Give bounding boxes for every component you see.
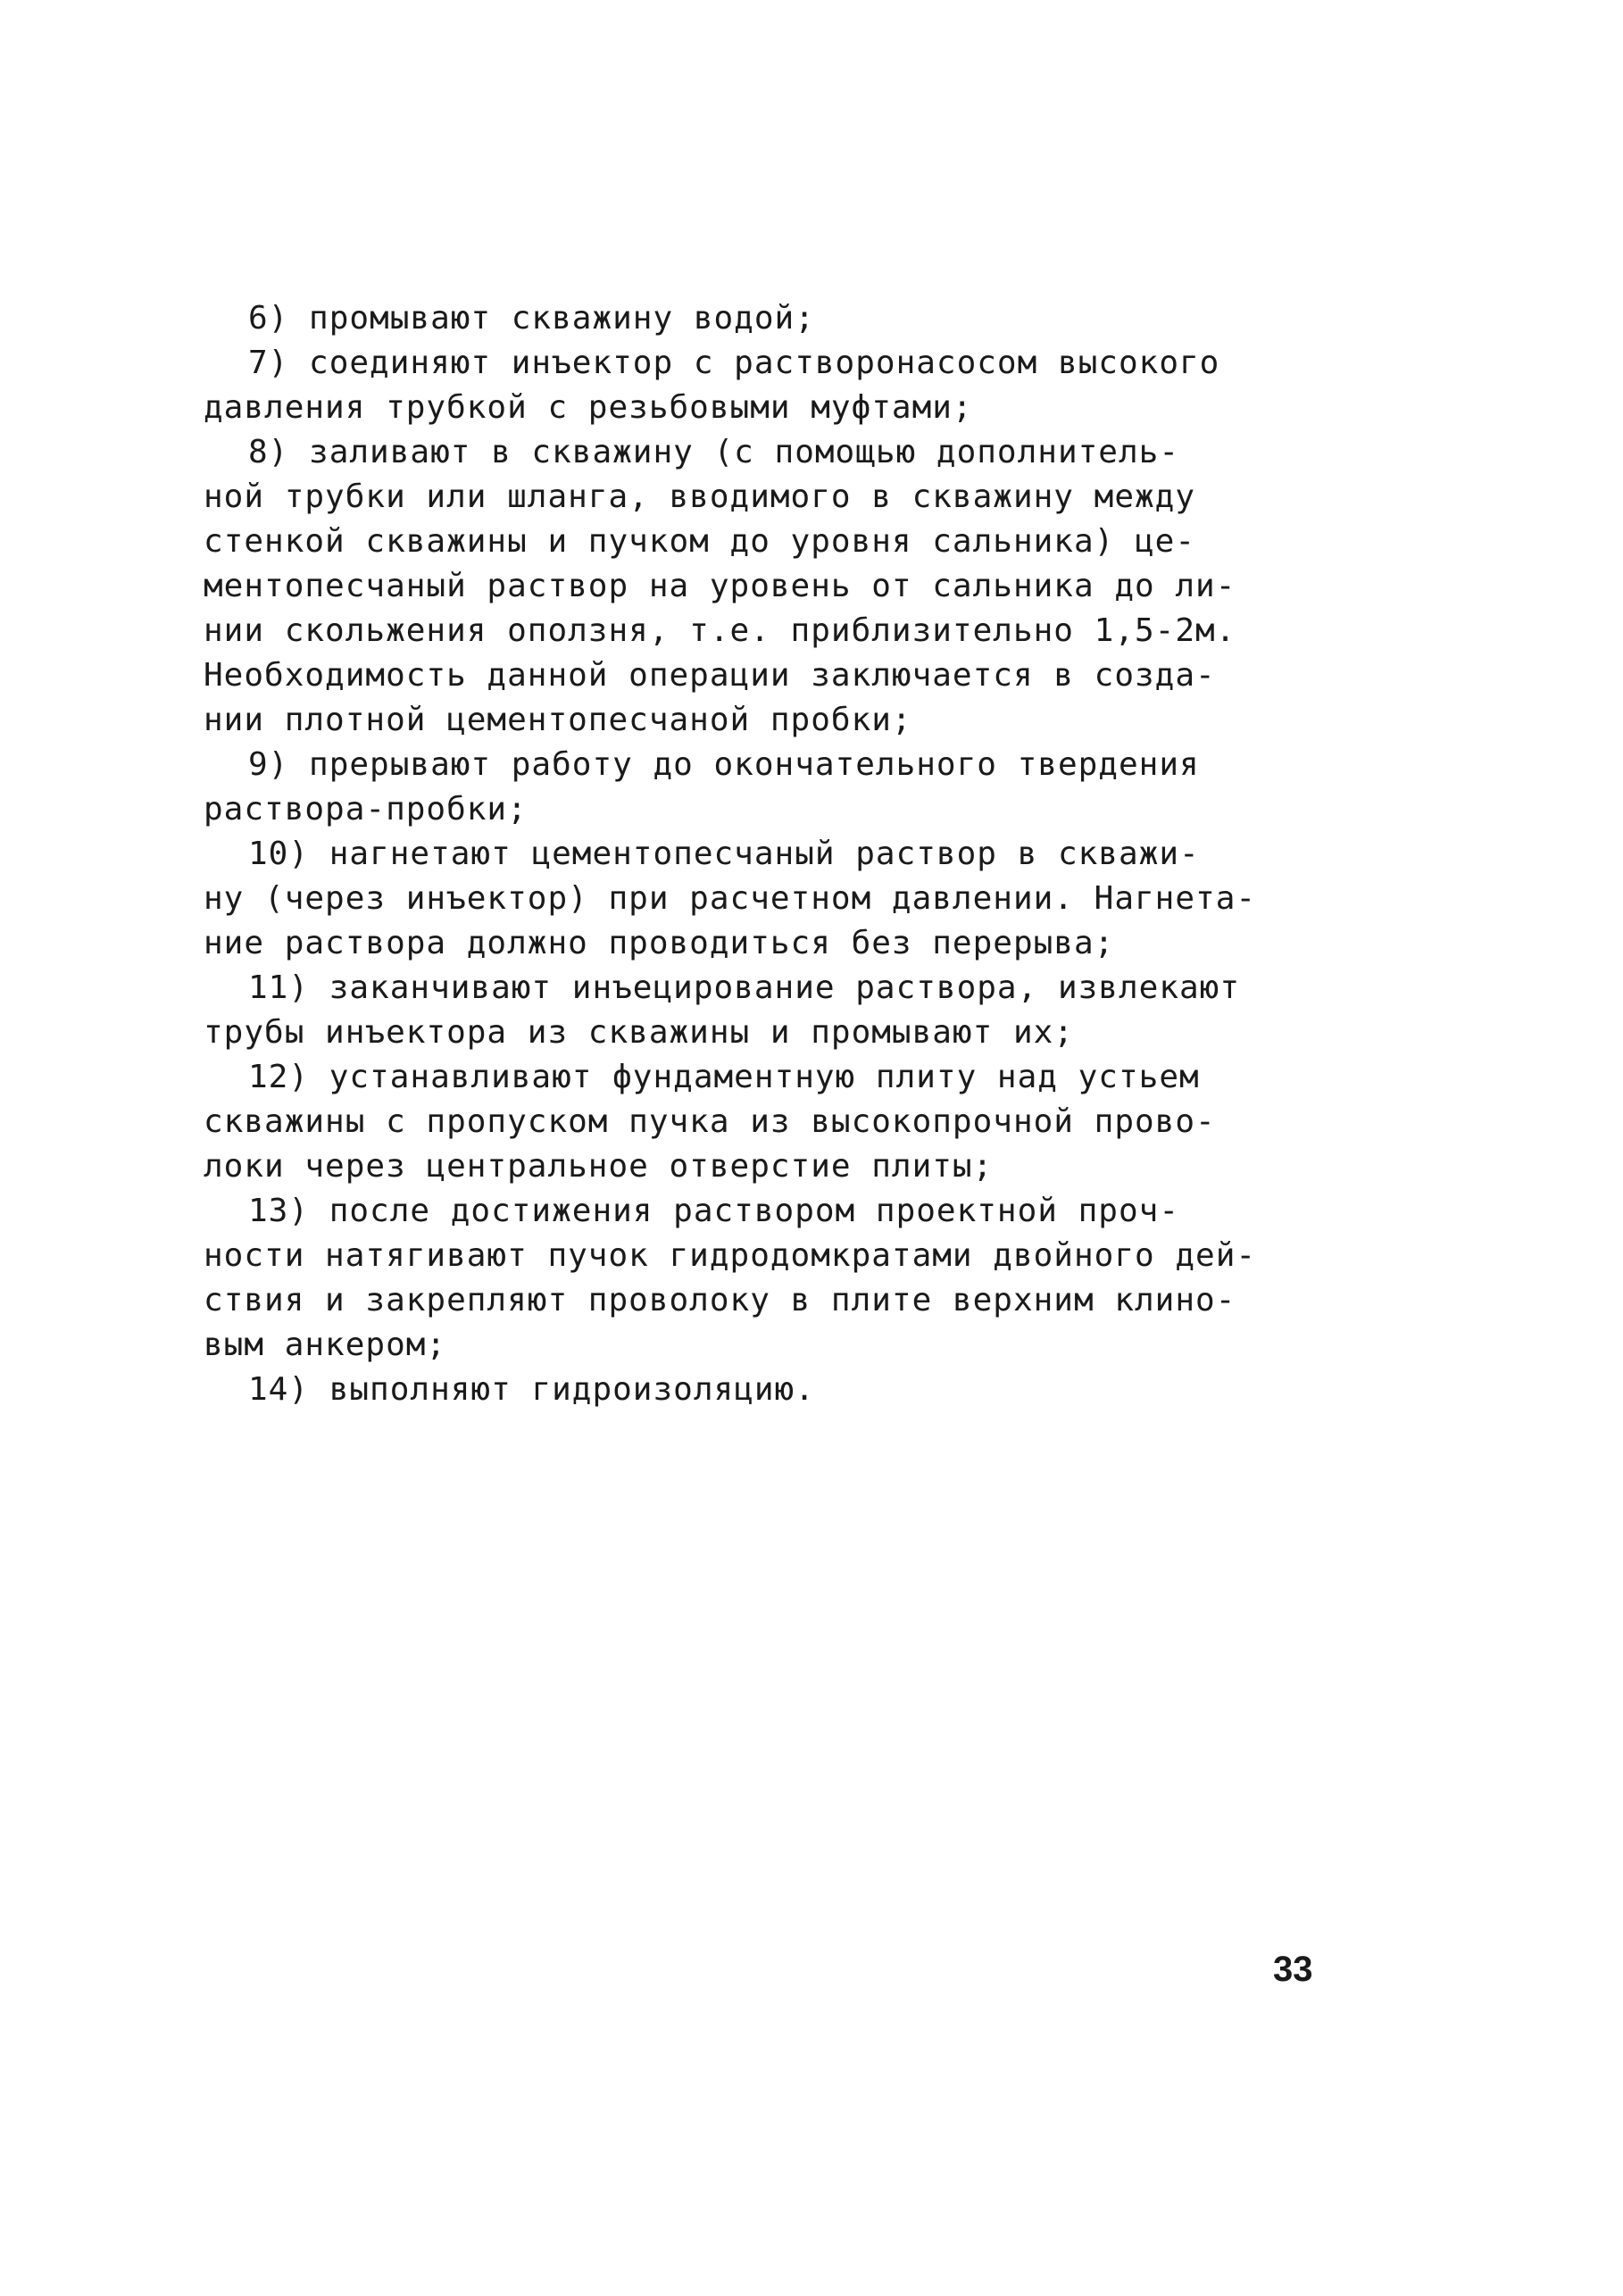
- text-line: 10) нагнетают цементопесчаный раствор в скважи-: [248, 836, 1200, 872]
- text-line: раствора-пробки;: [204, 791, 528, 828]
- text-line: ментопесчаный раствор на уровень от сальника до ли-: [204, 568, 1236, 604]
- text-line: давления трубкой с резьбовыми муфтами;: [204, 389, 973, 426]
- text-line: вым анкером;: [204, 1327, 447, 1363]
- text-line: 12) устанавливают фундаментную плиту над устьем: [248, 1059, 1200, 1095]
- text-line: скважины с пропуском пучка из высокопрочной прово-: [204, 1103, 1216, 1140]
- text-line: ну (через инъектор) при расчетном давлении. Нагнета-: [204, 880, 1257, 917]
- text-line: 14) выполняют гидроизоляцию.: [248, 1371, 815, 1408]
- text-line: ствия и закрепляют проволоку в плите верхним клино-: [204, 1282, 1236, 1319]
- body-text: [204, 296, 1346, 1412]
- text-line: ние раствора должно проводиться без перерыва;: [204, 925, 1115, 961]
- text-line: 11) заканчивают инъецирование раствора, извлекают: [248, 969, 1241, 1006]
- text-line: ной трубки или шланга, вводимого в скважину между: [204, 478, 1196, 515]
- text-line: 8) заливают в скважину (с помощью дополнитель-: [248, 434, 1179, 470]
- text-line: 7) соединяют инъектор с растворонасосом высокого: [248, 345, 1220, 381]
- text-line: нии плотной цементопесчаной пробки;: [204, 702, 912, 738]
- page-number: 33: [1273, 1950, 1313, 1989]
- text-line: 13) после достижения раствором проектной проч-: [248, 1193, 1179, 1229]
- text-line: 6) промывают скважину водой;: [248, 300, 815, 337]
- text-line: Необходимость данной операции заключается в созда-: [204, 657, 1216, 694]
- text-line: трубы инъектора из скважины и промывают их;: [204, 1014, 1074, 1051]
- text-line: нии скольжения оползня, т.е. приблизительно 1,5-2м.: [204, 612, 1236, 649]
- text-line: 9) прерывают работу до окончательного твердения: [248, 746, 1200, 783]
- text-line: ности натягивают пучок гидродомкратами двойного дей-: [204, 1237, 1257, 1274]
- text-line: стенкой скважины и пучком до уровня сальника) це-: [204, 523, 1196, 560]
- text-line: локи через центральное отверстие плиты;: [204, 1148, 994, 1185]
